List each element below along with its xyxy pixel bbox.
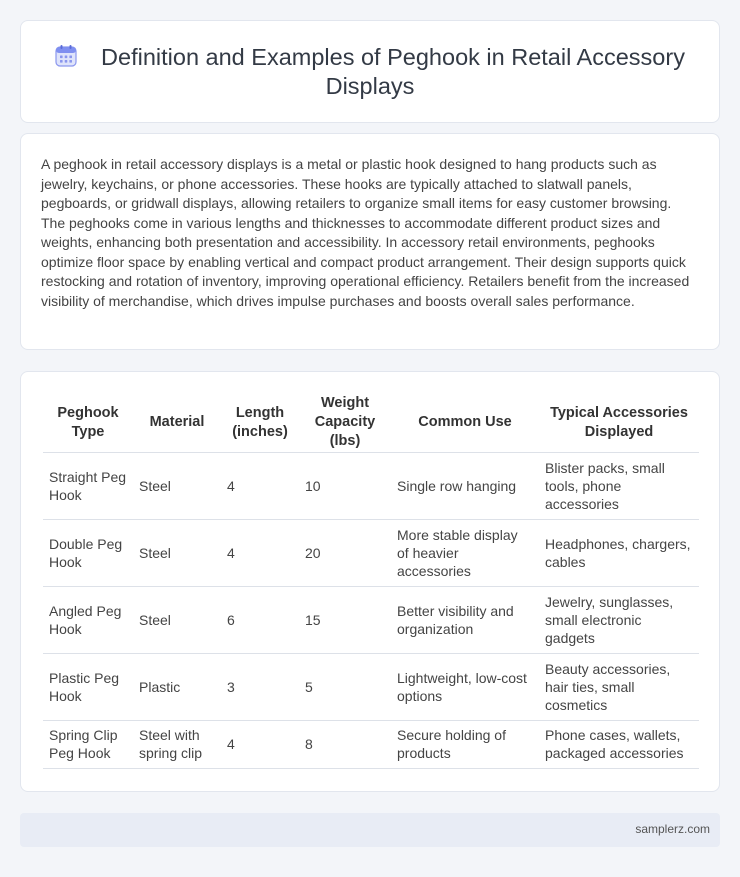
column-header: Material — [133, 394, 221, 452]
table-row — [43, 519, 699, 586]
table-cell: 8 — [299, 720, 391, 768]
table-cell: 15 — [299, 586, 391, 653]
footer — [20, 813, 720, 847]
table-cell: Phone cases, wallets, packaged accessories — [539, 720, 699, 768]
table-cell: Plastic Peg Hook — [43, 653, 133, 720]
table-cell: 6 — [221, 586, 299, 653]
table-row — [43, 586, 699, 653]
table-cell: Spring Clip Peg Hook — [43, 720, 133, 768]
column-header: Typical Accessories Displayed — [539, 394, 699, 452]
table-cell: Beauty accessories, hair ties, small cosmetics — [539, 653, 699, 720]
table-cell: Angled Peg Hook — [43, 586, 133, 653]
intro-paragraph: A peghook in retail accessory displays is a metal or plastic hook designed to hang products such as jewelry, keychains, or phone accessories. These hooks are typically attached to slatwall panels, pegboards, or gridwall displays, allowing retailers to organize small items for easy customer browsing. The peghooks come in various lengths and thicknesses to accommodate different product sizes and weights, enhancing both presentation and accessibility. In accessory retail environments, peghooks optimize floor space by enabling vertical and compact product arrangement. Their design supports quick restocking and rotation of inventory, improving operational efficiency. Retailers benefit from the increased visibility of merchandise, which drives impulse purchases and boosts overall sales performance. — [41, 156, 690, 309]
table-cell: 4 — [221, 452, 299, 519]
table-cell: Steel — [133, 452, 221, 519]
intro-card — [20, 133, 720, 350]
table-cell: Lightweight, low-cost options — [391, 653, 539, 720]
table-cell: Plastic — [133, 653, 221, 720]
table-row — [43, 653, 699, 720]
table-cell: 20 — [299, 519, 391, 586]
table-cell: Single row hanging — [391, 452, 539, 519]
table-cell: 4 — [221, 519, 299, 586]
table-row — [43, 452, 699, 519]
table-cell: Jewelry, sunglasses, small electronic gadgets — [539, 586, 699, 653]
title-card — [20, 20, 720, 123]
column-header: Length (inches) — [221, 394, 299, 452]
table-cell: More stable display of heavier accessories — [391, 519, 539, 586]
table-cell: Steel — [133, 519, 221, 586]
table-cell: 4 — [221, 720, 299, 768]
table-card — [20, 371, 720, 792]
column-header: Weight Capacity (lbs) — [299, 394, 391, 452]
peghook-table — [43, 394, 699, 769]
column-header: Common Use — [391, 394, 539, 452]
table-cell: Double Peg Hook — [43, 519, 133, 586]
table-cell: Secure holding of products — [391, 720, 539, 768]
table-cell: 10 — [299, 452, 391, 519]
table-cell: Straight Peg Hook — [43, 452, 133, 519]
column-header: Peghook Type — [43, 394, 133, 452]
table-cell: 5 — [299, 653, 391, 720]
table-cell: Blister packs, small tools, phone accessories — [539, 452, 699, 519]
table-cell: 3 — [221, 653, 299, 720]
page-title-text: Definition and Examples of Peghook in Retail Accessory Displays — [101, 44, 685, 99]
calendar-icon — [55, 44, 77, 68]
table-cell: Better visibility and organization — [391, 586, 539, 653]
table-cell: Steel with spring clip — [133, 720, 221, 768]
page-title — [21, 43, 719, 101]
table-row — [43, 720, 699, 768]
table-header-row — [43, 394, 699, 452]
table-cell: Steel — [133, 586, 221, 653]
table-cell: Headphones, chargers, cables — [539, 519, 699, 586]
footer-source[interactable]: samplerz.com — [635, 822, 710, 836]
